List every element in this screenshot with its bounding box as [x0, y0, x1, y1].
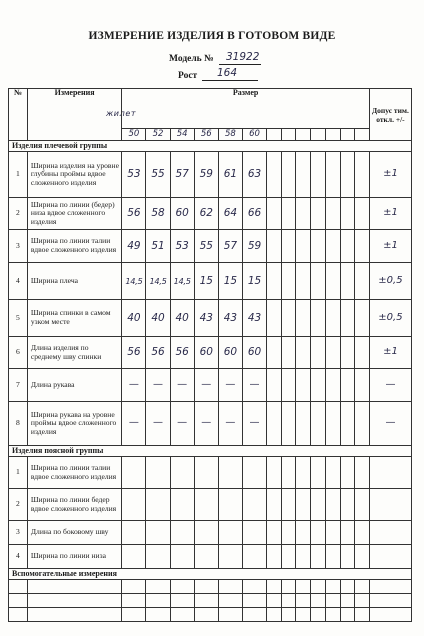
table-row [9, 230, 412, 263]
row-number: 4 [9, 263, 28, 300]
cell-value: 43 [242, 300, 266, 337]
table-row [9, 608, 412, 622]
cell-value: 59 [242, 230, 266, 263]
row-name: Ширина изделия на уровне глубины проймы вдвое сложенного изделия [27, 152, 121, 198]
cell-value: 63 [242, 152, 266, 198]
cell-value: — [194, 369, 218, 402]
header-row [9, 89, 412, 129]
col-measure-header: Измерения [27, 89, 121, 141]
cell-value: 56 [146, 337, 170, 369]
row-name: Ширина по линии талии вдвое сложенного изделия [27, 230, 121, 263]
cell-tolerance: ±1 [369, 152, 411, 198]
cell-value: 15 [218, 263, 242, 300]
row-name: Длина изделия по среднему шву спинки [27, 337, 121, 369]
garment-type: жилет [106, 109, 137, 118]
cell-value: — [146, 402, 170, 446]
cell-tolerance: ±0,5 [369, 300, 411, 337]
section-aux: Вспомогательные измерения [9, 569, 412, 580]
cell-value: 55 [146, 152, 170, 198]
section-waist: Изделия поясной группы [9, 446, 412, 457]
cell-tolerance: ±1 [369, 230, 411, 263]
cell-value: 66 [242, 198, 266, 230]
cell-value: 60 [218, 337, 242, 369]
table-row [9, 580, 412, 594]
cell-value: 60 [242, 337, 266, 369]
size-label: 54 [170, 129, 194, 141]
table-row [9, 198, 412, 230]
table-row [9, 369, 412, 402]
cell-value: 53 [122, 152, 146, 198]
cell-value: 40 [122, 300, 146, 337]
cell-value: 56 [122, 337, 146, 369]
cell-value: 60 [170, 198, 194, 230]
height-line [178, 71, 197, 81]
section-row [9, 569, 412, 580]
cell-value: 57 [218, 230, 242, 263]
table-row [9, 152, 412, 198]
table-row [9, 337, 412, 369]
size-label: 60 [242, 129, 266, 141]
height-underline [202, 80, 258, 81]
cell-value: — [242, 369, 266, 402]
row-number: 6 [9, 337, 28, 369]
row-name: Ширина по линии низа [27, 545, 121, 569]
height-label: Рост [178, 71, 198, 81]
table-row [9, 545, 412, 569]
row-number: 3 [9, 521, 28, 545]
cell-value: 57 [170, 152, 194, 198]
cell-value: 51 [146, 230, 170, 263]
cell-value: 55 [194, 230, 218, 263]
section-row [9, 141, 412, 152]
cell-value: 49 [122, 230, 146, 263]
cell-value: 59 [194, 152, 218, 198]
size-label: 58 [218, 129, 242, 141]
cell-value: 40 [170, 300, 194, 337]
row-number: 8 [9, 402, 28, 446]
row-number: 1 [9, 457, 28, 489]
row-number: 7 [9, 369, 28, 402]
row-name: Ширина плеча [27, 263, 121, 300]
table-row [9, 457, 412, 489]
cell-tolerance: — [369, 402, 411, 446]
cell-value: 15 [194, 263, 218, 300]
row-number: 5 [9, 300, 28, 337]
cell-value: 14,5 [122, 263, 146, 300]
cell-value: — [218, 369, 242, 402]
measurement-table [8, 88, 412, 622]
cell-value: 58 [146, 198, 170, 230]
height-value: 164 [217, 67, 238, 79]
col-num-header: № [9, 89, 28, 141]
row-number: 3 [9, 230, 28, 263]
row-name: Длина по боковому шву [27, 521, 121, 545]
cell-tolerance: ±1 [369, 198, 411, 230]
table-row [9, 402, 412, 446]
row-name: Ширина по линии бедер вдвое сложенного изделия [27, 489, 121, 521]
cell-value: — [194, 402, 218, 446]
table-row [9, 594, 412, 608]
cell-value: 64 [218, 198, 242, 230]
table-row [9, 300, 412, 337]
table-row [9, 521, 412, 545]
row-number: 2 [9, 198, 28, 230]
table-row [9, 263, 412, 300]
cell-value: — [242, 402, 266, 446]
cell-value: — [170, 369, 194, 402]
cell-value: — [122, 402, 146, 446]
row-name: Ширина спинки в самом узком месте [27, 300, 121, 337]
cell-value: — [122, 369, 146, 402]
cell-value: 56 [170, 337, 194, 369]
cell-tolerance: — [369, 369, 411, 402]
size-label: 56 [194, 129, 218, 141]
size-label: 52 [146, 129, 170, 141]
cell-value: 60 [194, 337, 218, 369]
cell-tolerance: ±0,5 [369, 263, 411, 300]
cell-value: 40 [146, 300, 170, 337]
page-title: ИЗМЕРЕНИЕ ИЗДЕЛИЯ В ГОТОВОМ ВИДЕ [88, 30, 336, 42]
row-name: Длина рукава [27, 369, 121, 402]
cell-value: 53 [170, 230, 194, 263]
cell-value: 62 [194, 198, 218, 230]
cell-value: — [170, 402, 194, 446]
row-name: Ширина рукава на уровне проймы вдвое сложенного изделия [27, 402, 121, 446]
row-number: 4 [9, 545, 28, 569]
cell-value: 43 [218, 300, 242, 337]
row-number: 1 [9, 152, 28, 198]
cell-value: 43 [194, 300, 218, 337]
cell-value: 14,5 [170, 263, 194, 300]
cell-value: — [146, 369, 170, 402]
model-label: Модель № [169, 54, 214, 64]
row-name: Ширина по линии талии вдвое сложенного изделия [27, 457, 121, 489]
row-name: Ширина по линии (бедер) низа вдвое сложенного изделия [27, 198, 121, 230]
cell-value: — [218, 402, 242, 446]
cell-value: 14,5 [146, 263, 170, 300]
col-tolerance-header: Допус тим. откл. +/- [369, 89, 411, 141]
cell-tolerance: ±1 [369, 337, 411, 369]
size-label: 50 [122, 129, 146, 141]
section-shoulder: Изделия плечевой группы [9, 141, 412, 152]
cell-value: 15 [242, 263, 266, 300]
model-value: 31922 [226, 51, 260, 63]
cell-value: 61 [218, 152, 242, 198]
col-size-header: Размер [122, 89, 370, 129]
section-row [9, 446, 412, 457]
model-line [169, 54, 214, 64]
row-number: 2 [9, 489, 28, 521]
model-underline [219, 64, 261, 65]
cell-value: 56 [122, 198, 146, 230]
table-row [9, 489, 412, 521]
